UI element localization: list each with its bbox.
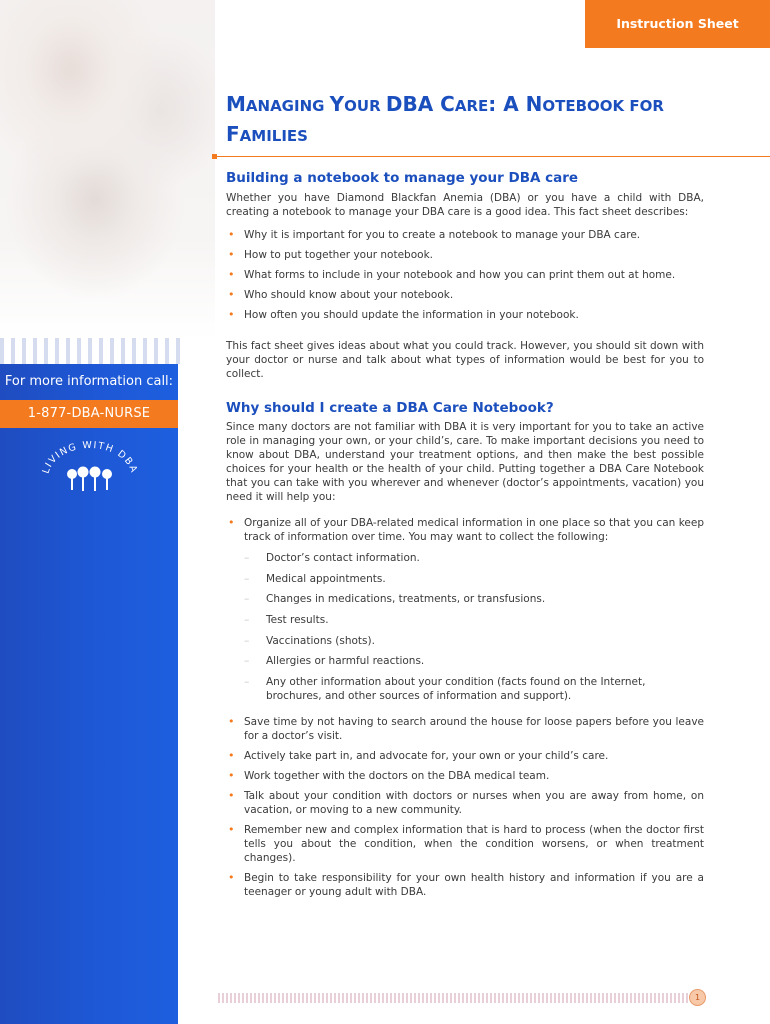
phone-number[interactable]: 1-877-DBA-NURSE bbox=[0, 400, 178, 428]
list-item: • What forms to include in your notebook and how you can print them out at home. bbox=[226, 268, 704, 282]
list-item: • Begin to take responsibility for your own health history and information if you are a teenager or young adult with DBA. bbox=[226, 871, 704, 899]
sub-list-item: – Vaccinations (shots). bbox=[226, 634, 704, 648]
logo-text: LIVING WITH DBA bbox=[40, 439, 140, 476]
section1-intro: Whether you have Diamond Blackfan Anemia (DBA) or you have a child with DBA, creating a notebook to manage your DBA care is a good idea. This fact sheet describes: bbox=[226, 192, 704, 218]
title-divider bbox=[214, 156, 770, 157]
list-item: • How to put together your notebook. bbox=[226, 248, 704, 262]
sub-list-item: – Allergies or harmful reactions. bbox=[226, 654, 704, 668]
collect-sub-list bbox=[226, 551, 704, 703]
page-title: MANAGING YOUR DBA CARE: A NOTEBOOK FOR FAMILIES bbox=[226, 92, 664, 146]
sub-list-item: – Any other information about your condition (facts found on the Internet, brochures, and other sources of information and support). bbox=[226, 675, 704, 703]
section2-intro: Since many doctors are not familiar with DBA it is very important for you to take an active role in managing your own, or your child’s, care. To make important decisions you need to know about DBA, understand your treatment options, and then make the best possible choices for your health or the health of your child. Putting together a DBA Care Notebook that you can take with you wherever and whenever (doctor’s appointments, vacation) you need it will help you: bbox=[226, 421, 704, 503]
list-item: • How often you should update the information in your notebook. bbox=[226, 308, 704, 322]
info-call-label: For more information call: bbox=[4, 374, 174, 389]
section2-heading: Why should I create a DBA Care Notebook? bbox=[226, 400, 554, 416]
page-number: 1 bbox=[689, 989, 706, 1006]
list-item: • Organize all of your DBA-related medical information in one place so that you can keep track of information over time. You may want to collect the following: bbox=[226, 516, 704, 544]
section1-heading: Building a notebook to manage your DBA care bbox=[226, 170, 579, 186]
list-item: • Work together with the doctors on the DBA medical team. bbox=[226, 769, 704, 783]
footer-decoration bbox=[218, 993, 688, 1003]
people-icon bbox=[67, 467, 112, 492]
list-item: • Who should know about your notebook. bbox=[226, 288, 704, 302]
section1-bullet-list bbox=[226, 228, 704, 322]
list-item: • Why it is important for you to create a notebook to manage your DBA care. bbox=[226, 228, 704, 242]
list-item: • Talk about your condition with doctors or nurses when you are away from home, on vacation, or moving to a new community. bbox=[226, 789, 704, 817]
instruction-sheet-tab: Instruction Sheet bbox=[585, 0, 770, 48]
family-photo bbox=[0, 0, 215, 340]
list-item: • Actively take part in, and advocate for, your own or your child’s care. bbox=[226, 749, 704, 763]
living-with-dba-logo bbox=[40, 438, 140, 498]
sub-list-item: – Changes in medications, treatments, or transfusions. bbox=[226, 592, 704, 606]
main-content bbox=[226, 168, 704, 899]
sub-list-item: – Test results. bbox=[226, 613, 704, 627]
list-item: • Remember new and complex information that is hard to process (when the doctor first tells you about the condition, when the condition worsens, or when treatment changes). bbox=[226, 823, 704, 865]
section2-bullet-list bbox=[226, 715, 704, 899]
decorative-tick-strip bbox=[0, 338, 180, 364]
list-item: • Save time by not having to search around the house for loose papers before you leave for a doctor’s visit. bbox=[226, 715, 704, 743]
section1-closing: This fact sheet gives ideas about what you could track. However, you should sit down with your doctor or nurse and talk about what types of information would be best for you to collect. bbox=[226, 340, 704, 380]
sub-list-item: – Doctor’s contact information. bbox=[226, 551, 704, 565]
sub-list-item: – Medical appointments. bbox=[226, 572, 704, 586]
section2-first-bullet bbox=[226, 516, 704, 544]
